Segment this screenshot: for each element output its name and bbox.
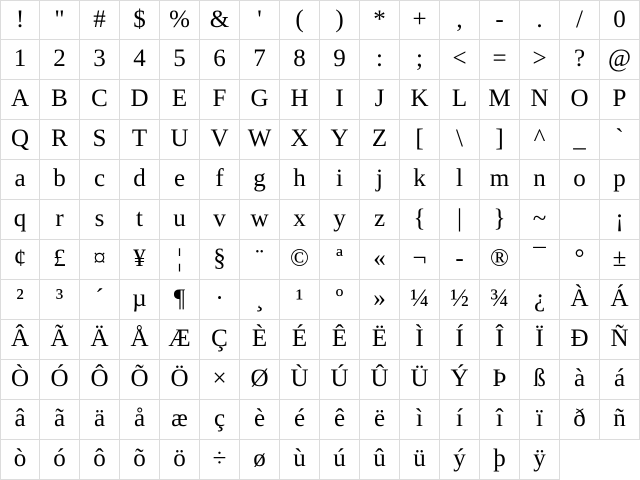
glyph-cell[interactable]: N [520,80,560,120]
glyph-cell[interactable]: _ [560,120,600,160]
glyph-cell[interactable]: ³ [40,280,80,320]
glyph-cell[interactable]: ¨ [240,240,280,280]
glyph-cell[interactable]: $ [120,0,160,40]
glyph-cell[interactable]: 1 [0,40,40,80]
glyph-cell[interactable]: ± [600,240,640,280]
glyph-cell[interactable]: w [240,200,280,240]
glyph-cell[interactable]: Â [0,320,40,360]
glyph-cell[interactable]: ® [480,240,520,280]
glyph-cell[interactable]: ( [280,0,320,40]
glyph-cell[interactable]: Æ [160,320,200,360]
glyph-cell[interactable]: Ã [40,320,80,360]
glyph-cell[interactable]: ô [80,440,120,480]
glyph-cell[interactable]: ¹ [280,280,320,320]
glyph-cell[interactable]: ´ [80,280,120,320]
glyph-cell[interactable]: , [440,0,480,40]
glyph-cell[interactable]: " [40,0,80,40]
glyph-cell[interactable]: à [560,360,600,400]
glyph-cell[interactable]: Ø [240,360,280,400]
glyph-cell[interactable]: D [120,80,160,120]
glyph-cell[interactable]: Z [360,120,400,160]
glyph-cell[interactable]: ) [320,0,360,40]
glyph-cell[interactable]: z [360,200,400,240]
glyph-cell[interactable]: ¸ [240,280,280,320]
glyph-cell[interactable]: Q [0,120,40,160]
glyph-cell[interactable]: : [360,40,400,80]
glyph-cell[interactable]: + [400,0,440,40]
glyph-cell[interactable]: þ [480,440,520,480]
glyph-cell[interactable]: \ [440,120,480,160]
glyph-cell[interactable]: ¥ [120,240,160,280]
glyph-cell[interactable]: ë [360,400,400,440]
glyph-cell[interactable]: V [200,120,240,160]
glyph-cell[interactable]: ì [400,400,440,440]
glyph-cell[interactable]: g [240,160,280,200]
glyph-cell[interactable]: ¬ [400,240,440,280]
glyph-cell[interactable]: ç [200,400,240,440]
glyph-cell[interactable]: Ì [400,320,440,360]
glyph-cell[interactable]: Ð [560,320,600,360]
glyph-cell[interactable]: è [240,400,280,440]
glyph-cell[interactable]: ò [0,440,40,480]
glyph-cell[interactable]: æ [160,400,200,440]
glyph-cell[interactable]: Ö [160,360,200,400]
glyph-cell[interactable]: · [200,280,240,320]
glyph-cell[interactable]: r [40,200,80,240]
glyph-cell[interactable]: ø [240,440,280,480]
glyph-cell[interactable]: T [120,120,160,160]
glyph-cell[interactable]: G [240,80,280,120]
glyph-cell[interactable]: Ï [520,320,560,360]
glyph-cell[interactable]: J [360,80,400,120]
glyph-cell[interactable]: ÷ [200,440,240,480]
glyph-cell[interactable]: A [0,80,40,120]
glyph-cell[interactable]: u [160,200,200,240]
glyph-cell[interactable]: õ [120,440,160,480]
glyph-cell[interactable]: m [480,160,520,200]
glyph-cell[interactable]: o [560,160,600,200]
glyph-cell[interactable]: 9 [320,40,360,80]
glyph-cell[interactable]: s [80,200,120,240]
glyph-cell[interactable]: ^ [520,120,560,160]
glyph-cell[interactable]: > [520,40,560,80]
glyph-cell[interactable]: ~ [520,200,560,240]
glyph-cell[interactable]: » [360,280,400,320]
glyph-cell[interactable]: ¤ [80,240,120,280]
glyph-cell[interactable]: @ [600,40,640,80]
glyph-cell[interactable]: ? [560,40,600,80]
glyph-cell[interactable]: ú [320,440,360,480]
glyph-cell[interactable]: 4 [120,40,160,80]
glyph-cell[interactable]: « [360,240,400,280]
glyph-cell[interactable]: ü [400,440,440,480]
glyph-cell[interactable]: 3 [80,40,120,80]
glyph-cell[interactable]: Ù [280,360,320,400]
glyph-cell[interactable]: t [120,200,160,240]
glyph-cell[interactable]: p [600,160,640,200]
glyph-cell[interactable]: f [200,160,240,200]
glyph-cell[interactable]: ` [600,120,640,160]
glyph-cell[interactable]: M [480,80,520,120]
glyph-cell[interactable]: & [200,0,240,40]
glyph-cell[interactable]: û [360,440,400,480]
glyph-cell[interactable]: Û [360,360,400,400]
glyph-cell[interactable]: £ [40,240,80,280]
glyph-cell[interactable]: × [200,360,240,400]
glyph-cell[interactable]: ½ [440,280,480,320]
glyph-cell[interactable]: y [320,200,360,240]
glyph-cell[interactable]: 5 [160,40,200,80]
empty-cell [600,440,640,480]
glyph-cell[interactable]: ä [80,400,120,440]
glyph-cell[interactable]: 0 [600,0,640,40]
glyph-cell[interactable]: / [560,0,600,40]
glyph-cell[interactable]: ª [320,240,360,280]
glyph-cell[interactable]: q [0,200,40,240]
glyph-cell[interactable]: © [280,240,320,280]
glyph-cell[interactable]: P [600,80,640,120]
glyph-cell[interactable]: Î [480,320,520,360]
glyph-cell[interactable]: È [240,320,280,360]
glyph-cell[interactable]: { [400,200,440,240]
glyph-cell[interactable]: X [280,120,320,160]
glyph-cell[interactable]: å [120,400,160,440]
glyph-cell[interactable]: - [440,240,480,280]
glyph-cell[interactable]: § [200,240,240,280]
glyph-cell[interactable]: i [320,160,360,200]
glyph-cell[interactable]: ð [560,400,600,440]
glyph-cell[interactable]: 2 [40,40,80,80]
glyph-cell[interactable]: í [440,400,480,440]
glyph-cell[interactable]: 7 [240,40,280,80]
glyph-cell[interactable]: µ [120,280,160,320]
glyph-cell[interactable]: = [480,40,520,80]
glyph-cell[interactable]: 8 [280,40,320,80]
glyph-cell[interactable]: ã [40,400,80,440]
glyph-cell[interactable]: } [480,200,520,240]
glyph-cell[interactable]: l [440,160,480,200]
glyph-cell[interactable]: O [560,80,600,120]
glyph-cell[interactable]: Á [600,280,640,320]
glyph-cell[interactable]: F [200,80,240,120]
glyph-cell[interactable]: Í [440,320,480,360]
glyph-cell[interactable]: â [0,400,40,440]
glyph-cell[interactable]: º [320,280,360,320]
glyph-cell[interactable]: R [40,120,80,160]
glyph-cell[interactable]: Ë [360,320,400,360]
glyph-cell[interactable]: . [520,0,560,40]
glyph-cell[interactable]: B [40,80,80,120]
glyph-cell[interactable]: K [400,80,440,120]
glyph-cell[interactable]: ¿ [520,280,560,320]
glyph-cell[interactable]: Ñ [600,320,640,360]
glyph-cell[interactable]: # [80,0,120,40]
glyph-cell[interactable]: Ò [0,360,40,400]
glyph-cell[interactable]: e [160,160,200,200]
glyph-cell[interactable]: á [600,360,640,400]
glyph-cell[interactable]: ; [400,40,440,80]
glyph-cell[interactable]: ñ [600,400,640,440]
glyph-cell[interactable]: ï [520,400,560,440]
glyph-cell[interactable]: < [440,40,480,80]
glyph-cell[interactable]: | [440,200,480,240]
glyph-cell[interactable]: k [400,160,440,200]
glyph-cell[interactable]: h [280,160,320,200]
glyph-cell[interactable]: É [280,320,320,360]
glyph-cell[interactable]: À [560,280,600,320]
glyph-cell[interactable]: v [200,200,240,240]
glyph-cell[interactable]: U [160,120,200,160]
empty-cell [560,440,600,480]
glyph-cell[interactable]: - [480,0,520,40]
glyph-cell[interactable]: 6 [200,40,240,80]
glyph-cell[interactable]: d [120,160,160,200]
glyph-cell[interactable]: Ý [440,360,480,400]
glyph-cell[interactable]: Ê [320,320,360,360]
glyph-cell[interactable]: I [320,80,360,120]
glyph-cell[interactable]: Ç [200,320,240,360]
glyph-cell[interactable]: ý [440,440,480,480]
glyph-cell[interactable]: ó [40,440,80,480]
glyph-cell[interactable]: x [280,200,320,240]
glyph-cell[interactable]: H [280,80,320,120]
glyph-cell[interactable]: [ [400,120,440,160]
glyph-cell[interactable]: Ó [40,360,80,400]
glyph-cell[interactable]: ¶ [160,280,200,320]
glyph-cell[interactable]: ù [280,440,320,480]
glyph-cell[interactable]: Þ [480,360,520,400]
glyph-cell[interactable]: î [480,400,520,440]
glyph-cell[interactable]: ¡ [600,200,640,240]
glyph-cell[interactable] [560,200,600,240]
glyph-cell[interactable]: C [80,80,120,120]
glyph-cell[interactable]: ö [160,440,200,480]
glyph-cell[interactable]: n [520,160,560,200]
glyph-cell[interactable]: E [160,80,200,120]
glyph-cell[interactable]: Ú [320,360,360,400]
glyph-cell[interactable]: ' [240,0,280,40]
glyph-cell[interactable]: ² [0,280,40,320]
glyph-cell[interactable]: L [440,80,480,120]
glyph-cell[interactable]: Å [120,320,160,360]
glyph-cell[interactable]: * [360,0,400,40]
glyph-cell[interactable]: Y [320,120,360,160]
glyph-cell[interactable]: ¼ [400,280,440,320]
glyph-cell[interactable]: Ü [400,360,440,400]
glyph-cell[interactable]: Ä [80,320,120,360]
glyph-cell[interactable]: ° [560,240,600,280]
glyph-cell[interactable]: a [0,160,40,200]
glyph-cell[interactable]: Ô [80,360,120,400]
glyph-cell[interactable]: j [360,160,400,200]
glyph-cell[interactable]: ¢ [0,240,40,280]
glyph-cell[interactable]: ¯ [520,240,560,280]
glyph-cell[interactable]: ê [320,400,360,440]
glyph-cell[interactable]: ¾ [480,280,520,320]
glyph-cell[interactable]: é [280,400,320,440]
glyph-cell[interactable]: ÿ [520,440,560,480]
glyph-cell[interactable]: ! [0,0,40,40]
glyph-cell[interactable]: Õ [120,360,160,400]
glyph-cell[interactable]: ] [480,120,520,160]
glyph-cell[interactable]: ß [520,360,560,400]
glyph-cell[interactable]: S [80,120,120,160]
glyph-cell[interactable]: W [240,120,280,160]
glyph-cell[interactable]: % [160,0,200,40]
glyph-cell[interactable]: ¦ [160,240,200,280]
glyph-cell[interactable]: b [40,160,80,200]
glyph-cell[interactable]: c [80,160,120,200]
